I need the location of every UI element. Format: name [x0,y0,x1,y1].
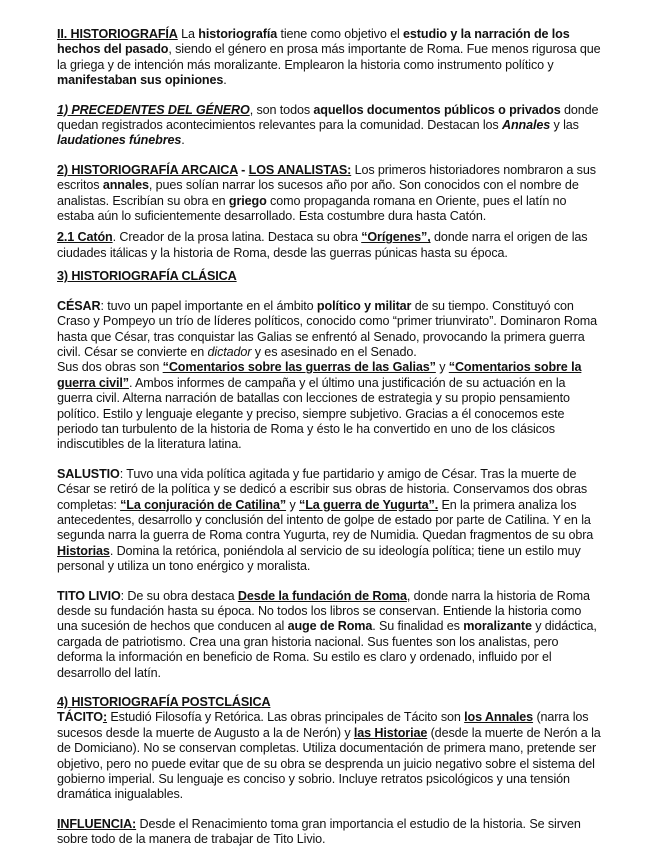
author-name: SALUSTIO [57,466,120,481]
author-name: TÁCITO [57,710,103,725]
section-heading: 4) HISTORIOGRAFÍA POSTCLÁSICA [57,695,271,710]
section-subheading: LOS ANALISTAS: [248,162,352,177]
work-title: “Comentarios sobre la guerra civil” [57,360,582,390]
paragraph-postclasica: 4) HISTORIOGRAFÍA POSTCLÁSICA TÁCITO: Estudió Filosofía y Retórica. Las obras principales de Tácito son los Annales (narra los sucesos desde la muerte de Augusto a la de Nerón) y las Historiae (desde la muerte de Nerón a la de Domiciano). No se conservan completas. Utiliza documentación de primera mano, pretende ser objetivo, pero no puede evitar que de su obra se desprenda un juicio negativo sobre el sistema del gobierno imperial. Su lenguaje es conciso y sobrio. Incluye retratos psicológicos y una tensión dramática inigualables. [57,695,601,802]
section-heading: 3) HISTORIOGRAFÍA CLÁSICA [57,269,237,284]
paragraph-caton: 2.1 Catón. Creador de la prosa latina. Destaca su obra “Orígenes”, donde narra el origen de las ciudades itálicas y la historia de Roma, desde las guerras púnicas hasta su época. [57,230,588,260]
author-name: TITO LIVIO [57,588,121,603]
work-title: “Comentarios sobre las guerras de las Galias” [162,360,436,375]
section-heading: INFLUENCIA: [57,816,137,831]
section-heading: 2.1 Catón [57,230,113,245]
paragraph-clasica [57,269,603,284]
paragraph-precedentes: 1) PRECEDENTES DEL GÉNERO, son todos aquellos documentos públicos o privados donde quedan registrados acontecimientos relevantes para la comunidad. Destacan los Annales y las laudationes fúnebres. [57,102,599,148]
work-title: “La conjuración de Catilina” [120,497,287,512]
section-heading: 2) HISTORIOGRAFÍA ARCAICA [57,162,238,177]
paragraph-cesar: CÉSAR: tuvo un papel importante en el ámbito político y militar de su tiempo. Constituyó con Craso y Pompeyo un trío de líderes políticos, conocido como “primer triunvirato”. Dominaron Roma hasta que César, tras conquistar las Galias se enfrentó al Senado, provocando la primera guerra civil. César se convierte en dictador y es asesinado en el Senado. Sus dos obras son “Comentarios sobre las guerras de las Galias” y “Comentarios sobre la guerra civil”. Ambos informes de campaña y el último una justificación de su actuación en la guerra civil. Alterna narración de batallas con lecciones de estrategia y su propio pensamiento político. Estilo y lenguaje elegante y preciso, siempre subjetivo. Gracias a él conocemos este periodo tan turbulento de la historia de Roma y ésto le ha convertido en uno de los clásicos indiscutibles de la literatura latina. [57,298,598,452]
section-heading: II. HISTORIOGRAFÍA [57,27,178,41]
work-title: Historias [57,543,110,558]
section-heading: 1) PRECEDENTES DEL GÉNERO [57,102,250,117]
work-title: Desde la fundación de Roma [237,588,407,603]
paragraph-arcaica: 2) HISTORIOGRAFÍA ARCAICA - LOS ANALISTAS: Los primeros historiadores nombraron a sus escritos annales, pues solían narrar los sucesos año por año. Son conocidos con el nombre de analistas. Escribían su obra en griego como propaganda romana en Oriente, pues el latín no estaba aún lo suficientemente desarrollado. Esta costumbre dura hasta Catón. [57,162,596,224]
work-title: las Historiae [353,725,428,740]
paragraph-tito-livio: TITO LIVIO: De su obra destaca Desde la fundación de Roma, donde narra la historia de Roma desde su fundación hasta su época. No todos los libros se conservan. Entiende la historia como una sucesión de hechos que conducen al auge de Roma. Su finalidad es moralizante y didáctica, cargada de patriotismo. Crea una gran historia nacional. Sus fuentes son los analistas, pero deforma la información en beneficio de Roma. Su estilo es claro y ordenado, influido por el desarrollo del latín. [57,588,597,680]
author-name: CÉSAR [57,298,101,313]
paragraph-historiografia: II. HISTORIOGRAFÍA La historiografía tiene como objetivo el estudio y la narración de los hechos del pasado, siendo el género en prosa más importante de Roma. Fue menos rigurosa que la griega y de intención más moralizante. Emplearon la historia como instrumento político y manifestaban sus opiniones. [57,27,601,88]
work-title: “Orígenes”, [361,230,431,245]
paragraph-salustio: SALUSTIO: Tuvo una vida política agitada y fue partidario y amigo de César. Tras la muerte de César se retiró de la política y se dedicó a escribir sus obras de historia. Conservamos dos obras completas: “La conjuración de Catilina” y “La guerra de Yugurta”. En la primera analiza los antecedentes, desarrollo y conclusión del intento de golpe de estado por parte de Catilina. Y en la segunda narra la guerra de Roma contra Yugurta, rey de Numidia. Quedan fragmentos de su obra Historias. Domina la retórica, poniéndola al servicio de su ideología política; tiene un estilo muy personal y utiliza un tono enérgico y moralista. [57,466,594,574]
work-title: “La guerra de Yugurta”. [299,497,439,512]
paragraph-influencia: INFLUENCIA: Desde el Renacimiento toma gran importancia el estudio de la historia. Se sirven sobre todo de la manera de trabajar de Tito Livio. [57,816,581,847]
work-title: los Annales [464,710,534,725]
